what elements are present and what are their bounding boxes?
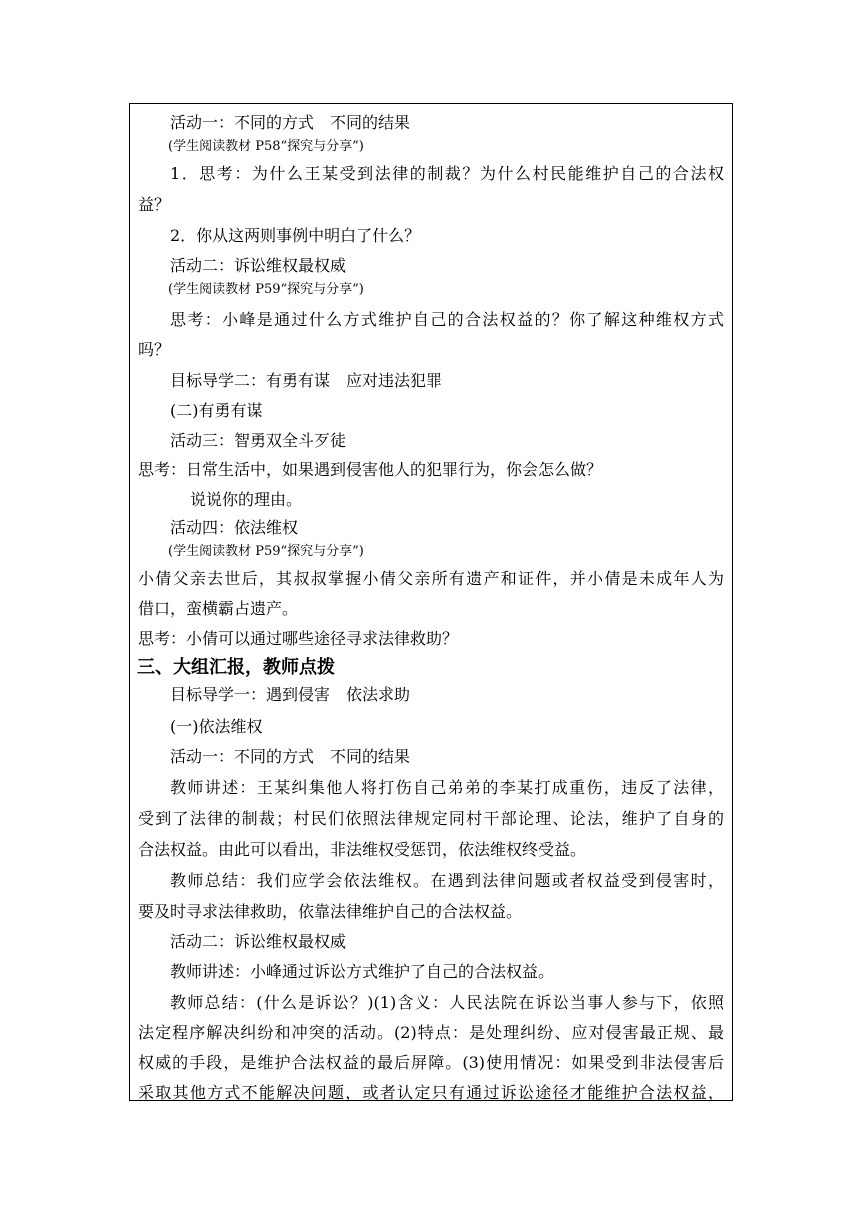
objective-heading: 目标导学二：有勇有谋 应对违法犯罪 bbox=[170, 371, 443, 390]
question-line: 1．思考：为什么王某受到法律的制裁？为什么村民能维护自己的合法权 bbox=[170, 164, 724, 183]
activity-heading: 活动一：不同的方式 不同的结果 bbox=[170, 747, 411, 766]
teacher-text: 教师讲述：王某纠集他人将打伤自己弟弟的李某打成重伤，违反了法律， bbox=[170, 778, 724, 797]
teacher-text: 教师讲述：小峰通过诉讼方式维护了自己的合法权益。 bbox=[170, 962, 555, 981]
question-line: 2．你从这两则事例中明白了什么？ bbox=[170, 226, 421, 245]
teacher-text: 教师总结：(什么是诉讼？)(1)含义：人民法院在诉讼当事人参与下，依照 bbox=[170, 993, 724, 1012]
teacher-text: 权威的手段，是维护合法权益的最后屏障。(3)使用情况：如果受到非法侵害后 bbox=[138, 1053, 724, 1072]
activity-heading: 活动二：诉讼维权最权威 bbox=[170, 932, 347, 951]
teacher-text: 合法权益。由此可以看出，非法维权受惩罚，依法维权终受益。 bbox=[138, 840, 587, 859]
teacher-text: 法定程序解决纠纷和冲突的活动。(2)特点：是处理纠纷、应对侵害最正规、最 bbox=[138, 1023, 724, 1042]
objective-heading: 目标导学一：遇到侵害 依法求助 bbox=[170, 685, 411, 704]
case-text: 小倩父亲去世后，其叔叔掌握小倩父亲所有遗产和证件，并小倩是未成年人为 bbox=[138, 569, 724, 588]
activity-heading: 活动三：智勇双全斗歹徒 bbox=[170, 431, 347, 450]
teacher-text: 要及时寻求法律救助，依靠法律维护自己的合法权益。 bbox=[138, 902, 523, 921]
activity-heading: 活动二：诉讼维权最权威 bbox=[170, 256, 347, 275]
textbook-note: (学生阅读教材 P59“探究与分享”) bbox=[168, 282, 364, 297]
question-line: 思考：日常生活中，如果遇到侵害他人的犯罪行为，你会怎么做？ bbox=[138, 460, 603, 479]
question-line: 益？ bbox=[138, 195, 171, 214]
activity-heading: 活动一：不同的方式 不同的结果 bbox=[170, 113, 411, 132]
part-heading: 三、大组汇报，教师点拨 bbox=[137, 657, 335, 678]
teacher-text: 教师总结：我们应学会依法维权。在遇到法律问题或者权益受到侵害时， bbox=[170, 871, 724, 890]
teacher-text: 采取其他方式不能解决问题，或者认定只有通过诉讼途径才能维护合法权益， bbox=[138, 1083, 724, 1102]
question-line: 思考：小倩可以通过哪些途径寻求法律救助？ bbox=[138, 629, 459, 648]
textbook-note: (学生阅读教材 P59“探究与分享”) bbox=[168, 544, 364, 559]
section-heading: (二)有勇有谋 bbox=[170, 401, 263, 420]
question-line: 思考：小峰是通过什么方式维护自己的合法权益的？你了解这种维权方式 bbox=[170, 310, 724, 329]
textbook-note: (学生阅读教材 P58“探究与分享”) bbox=[168, 139, 364, 154]
activity-heading: 活动四：依法维权 bbox=[170, 518, 299, 537]
teacher-text: 受到了法律的制裁；村民们依照法律规定同村干部论理、论法，维护了自身的 bbox=[138, 809, 724, 828]
question-line: 说说你的理由。 bbox=[190, 490, 303, 509]
case-text: 借口，蛮横霸占遗产。 bbox=[138, 599, 299, 618]
section-heading: (一)依法维权 bbox=[170, 717, 263, 736]
question-line: 吗？ bbox=[138, 340, 171, 359]
